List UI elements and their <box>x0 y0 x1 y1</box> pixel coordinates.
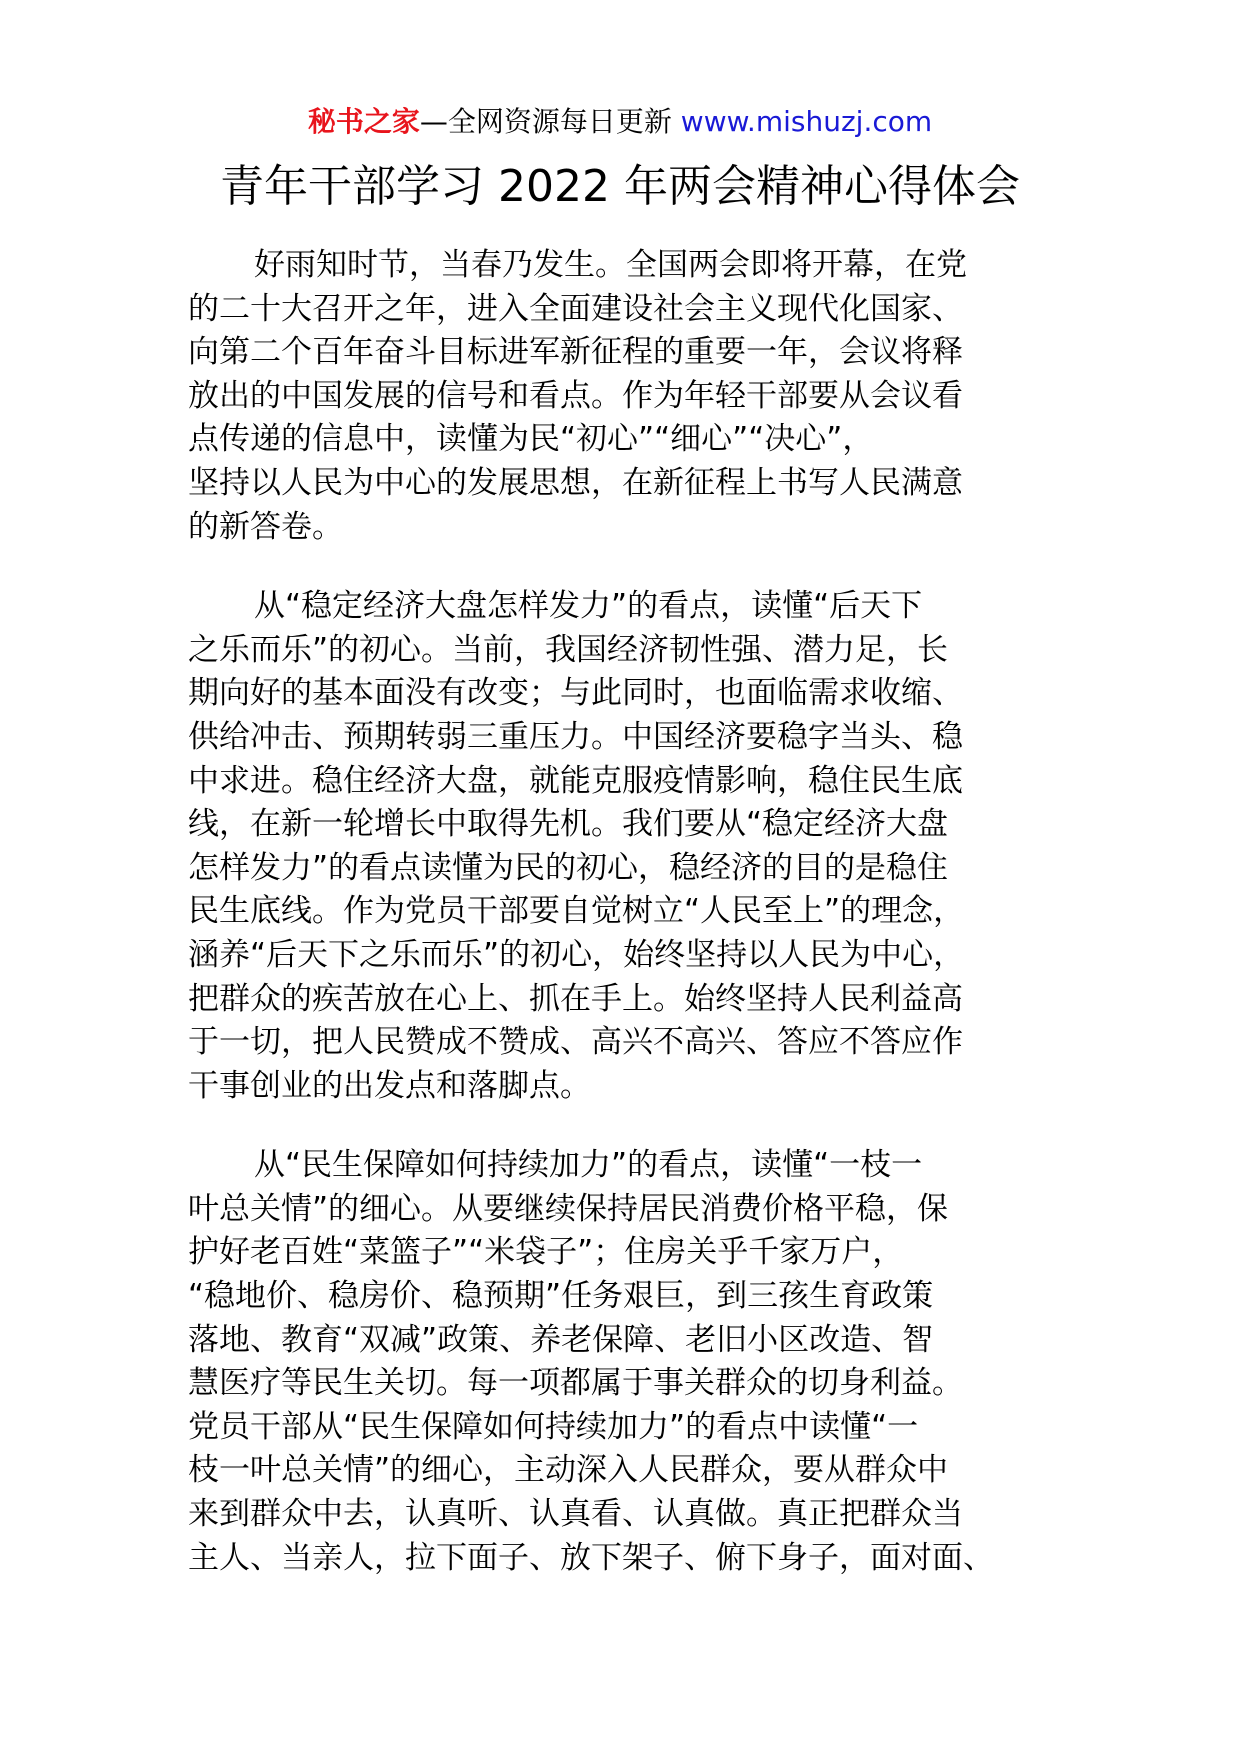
document-body <box>188 244 1058 1616</box>
text-line: 中求进。稳住经济大盘，就能克服疫情影响，稳住民生底 <box>188 762 963 799</box>
paragraph-2 <box>188 585 1058 1108</box>
text-line: 党员干部从“民生保障如何持续加力”的看点中读懂“一 <box>188 1408 919 1445</box>
brand-name: 秘书之家 <box>307 105 420 138</box>
text-line: 涵养“后天下之乐而乐”的初心，始终坚持以人民为中心， <box>188 936 965 973</box>
text-line: 线，在新一轮增长中取得先机。我们要从“稳定经济大盘 <box>188 806 949 843</box>
text-line: 枝一叶总关情”的细心，主动深入人民群众，要从群众中 <box>188 1452 949 1489</box>
site-url-link[interactable]: www.mishuzj.com <box>680 105 933 138</box>
text-line: 好雨知时节，当春乃发生。全国两会即将开幕，在党 <box>254 247 967 283</box>
text-line: 干事创业的出发点和落脚点。 <box>188 1067 591 1104</box>
header-tagline: —全网资源每日更新 <box>419 105 672 138</box>
text-line: 点传递的信息中，读懂为民“初心”“细心”“决心”， <box>188 421 874 458</box>
text-line: 期向好的基本面没有改变；与此同时，也面临需求收缩、 <box>188 675 963 712</box>
text-line: 的二十大召开之年，进入全面建设社会主义现代化国家、 <box>188 290 963 327</box>
text-line: 之乐而乐”的初心。当前，我国经济韧性强、潜力足，长 <box>188 631 949 668</box>
text-line: 供给冲击、预期转弱三重压力。中国经济要稳字当头、稳 <box>188 718 963 755</box>
text-line: 来到群众中去，认真听、认真看、认真做。真正把群众当 <box>188 1496 963 1533</box>
text-line: 落地、教育“双减”政策、养老保障、老旧小区改造、智 <box>188 1321 934 1358</box>
text-line: 慧医疗等民生关切。每一项都属于事关群众的切身利益。 <box>188 1365 963 1402</box>
text-line: 向第二个百年奋斗目标进军新征程的重要一年，会议将释 <box>188 334 963 371</box>
text-line: 从“稳定经济大盘怎样发力”的看点，读懂“后天下 <box>254 588 923 625</box>
text-line: 主人、当亲人，拉下面子、放下架子、俯下身子，面对面、 <box>188 1539 994 1576</box>
text-line: 从“民生保障如何持续加力”的看点，读懂“一枝一 <box>254 1147 923 1184</box>
text-line: 民生底线。作为党员干部要自觉树立“人民至上”的理念， <box>188 893 965 930</box>
paragraph-1 <box>188 244 1058 549</box>
text-line: 坚持以人民为中心的发展思想，在新征程上书写人民满意 <box>188 464 963 501</box>
text-line: 放出的中国发展的信号和看点。作为年轻干部要从会议看 <box>188 377 963 414</box>
text-line: 怎样发力”的看点读懂为民的初心，稳经济的目的是稳住 <box>188 849 949 886</box>
text-line: “稳地价、稳房价、稳预期”任务艰巨，到三孩生育政策 <box>188 1278 934 1315</box>
text-line: 的新答卷。 <box>188 508 343 545</box>
text-line: 把群众的疾苦放在心上、抓在手上。始终坚持人民利益高 <box>188 980 963 1017</box>
site-header <box>0 104 1240 140</box>
text-line: 于一切，把人民赞成不赞成、高兴不高兴、答应不答应作 <box>188 1024 963 1061</box>
text-line: 叶总关情”的细心。从要继续保持居民消费价格平稳，保 <box>188 1190 949 1227</box>
text-line: 护好老百姓“菜篮子”“米袋子”；住房关乎千家万户， <box>188 1234 904 1271</box>
document-title: 青年干部学习 2022 年两会精神心得体会 <box>220 161 1020 212</box>
paragraph-3 <box>188 1144 1058 1580</box>
